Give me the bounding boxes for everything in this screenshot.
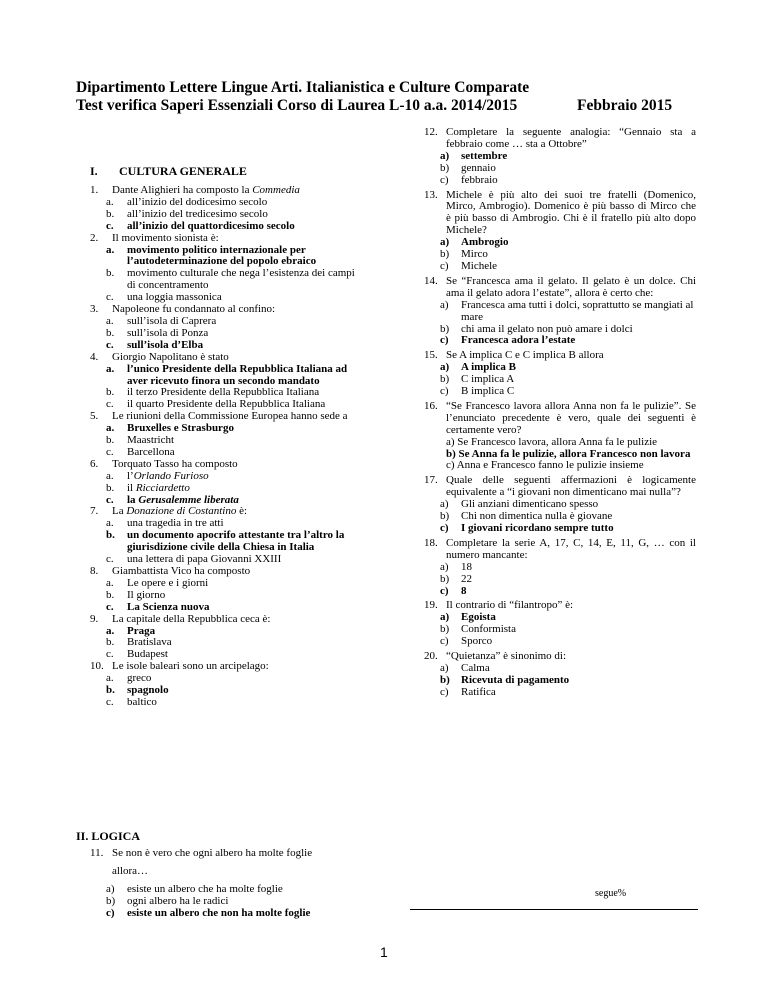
- option-letter: b): [106, 894, 116, 907]
- option-letter: c.: [106, 398, 114, 411]
- option-letter: c.: [106, 493, 114, 506]
- answer-option: [424, 687, 696, 699]
- option-letter: b): [440, 623, 450, 636]
- question-number: 5.: [90, 410, 99, 423]
- option-text: Chi non dimentica nulla è giovane: [461, 510, 613, 523]
- option-letter: b.: [106, 386, 115, 399]
- option-letter: c.: [106, 553, 114, 566]
- option-letter: a.: [106, 195, 114, 208]
- page-number: 1: [380, 944, 388, 960]
- option-letter: a): [440, 661, 449, 674]
- option-letter: c.: [106, 445, 114, 458]
- question-14: [424, 276, 696, 347]
- option-letter: b): [440, 322, 450, 335]
- question-number: 16.: [424, 399, 438, 412]
- question-20: [424, 651, 696, 699]
- answer-option: [424, 586, 696, 598]
- question-stem: Giambattista Vico ha composto: [112, 565, 251, 577]
- option-text: movimento culturale che nega l’esistenza dei campi di concentramento: [127, 267, 355, 292]
- question-15: [424, 350, 696, 398]
- header-line-1: Dipartimento Lettere Lingue Arti. Italianistica e Culture Comparate: [76, 79, 530, 96]
- footer-rule: [410, 909, 698, 910]
- question-stem: Completare la seguente analogia: “Gennaio sta a febbraio come … sta a Ottobre”: [446, 126, 696, 150]
- option-letter: c.: [106, 291, 114, 304]
- question-stem: “Se Francesco lavora allora Anna non fa le pulizie”. Se l’enunciato precedente è vero, quale dei seguenti è certamente vero?: [446, 399, 696, 436]
- answer-option: b) Se Anna fa le pulizie, allora Francesco non lavora: [446, 447, 691, 460]
- option-text: La Scienza nuova: [127, 600, 210, 613]
- work-title: Gerusalemme liberata: [138, 493, 239, 506]
- option-text: ogni albero ha le radici: [127, 894, 229, 907]
- option-text: Francesca adora l’estate: [461, 334, 576, 347]
- option-text: C implica A: [461, 373, 515, 386]
- question-number: 7.: [90, 505, 99, 518]
- option-letter: a): [440, 498, 449, 511]
- option-text: Mirco: [461, 248, 488, 261]
- question-stem: Le isole baleari sono un arcipelago:: [112, 660, 269, 673]
- continue-note: segue%: [595, 888, 627, 899]
- option-text: esiste un albero che ha molte foglie: [127, 882, 283, 895]
- question-number: 19.: [424, 599, 438, 612]
- option-text: il Ricciardetto: [127, 481, 190, 494]
- option-text: una tragedia in tre atti: [127, 517, 224, 530]
- section-1-number: I.: [90, 164, 98, 178]
- question-stem: “Quietanza” è sinonimo di:: [446, 650, 567, 663]
- option-text: Barcellona: [127, 445, 175, 458]
- question-stem: Se A implica C e C implica B allora: [446, 349, 604, 362]
- question-stem: Completare la serie A, 17, C, 14, E, 11, G, … con il numero mancante:: [446, 536, 696, 561]
- option-letter: c): [440, 635, 449, 648]
- question-number: 18.: [424, 536, 438, 549]
- question-8: [90, 566, 358, 614]
- work-title: Commedia: [252, 184, 300, 196]
- question-7: [90, 506, 358, 566]
- option-text: movimento politico internazionale per l’autodeterminazione del popolo ebraico: [127, 243, 317, 268]
- answer-option: a) Se Francesco lavora, allora Anna fa le pulizie: [446, 435, 658, 448]
- option-text: Conformista: [461, 623, 516, 636]
- option-text: Le opere e i giorni: [127, 576, 209, 589]
- question-stem: Torquato Tasso ha composto: [112, 457, 238, 470]
- question-number: 15.: [424, 349, 438, 362]
- option-letter: b.: [106, 434, 115, 447]
- option-letter: a): [440, 611, 450, 624]
- question-text: [90, 848, 370, 860]
- option-letter: c): [440, 259, 449, 272]
- section-2-title: II. LOGICA: [76, 829, 141, 843]
- answer-option: [90, 340, 358, 352]
- section-1-title: CULTURA GENERALE: [119, 164, 247, 178]
- question-18: [424, 538, 696, 598]
- option-text: greco: [127, 672, 152, 685]
- option-letter: a): [440, 361, 450, 374]
- question-11: [90, 848, 370, 920]
- option-text: febbraio: [461, 173, 498, 186]
- question-3: [90, 304, 358, 352]
- option-text: Gli anziani dimenticano spesso: [461, 498, 599, 511]
- question-number: 17.: [424, 474, 438, 487]
- option-text: Ricevuta di pagamento: [461, 673, 570, 686]
- option-letter: a): [106, 882, 115, 895]
- question-text: [424, 190, 696, 238]
- option-letter: a.: [106, 672, 114, 685]
- question-stem: Dante Alighieri ha composto la Commedia: [112, 184, 300, 196]
- option-letter: b.: [106, 267, 115, 280]
- option-letter: a): [440, 149, 450, 162]
- option-letter: a.: [106, 576, 114, 589]
- option-text: all’inizio del dodicesimo secolo: [127, 195, 268, 208]
- question-2: [90, 233, 358, 304]
- option-letter: b): [440, 673, 450, 686]
- question-9: [90, 614, 358, 662]
- option-letter: c.: [106, 219, 114, 232]
- option-text: Calma: [461, 661, 490, 674]
- option-text: l’Orlando Furioso: [127, 469, 209, 482]
- question-text: [424, 276, 696, 300]
- option-letter: b.: [106, 481, 115, 494]
- answer-option: [424, 523, 696, 535]
- question-number: 9.: [90, 612, 99, 625]
- option-text: Egoista: [461, 611, 496, 624]
- option-text: Il giorno: [127, 588, 166, 601]
- question-stem: Quale delle seguenti affermazioni è logicamente equivalente a “i giovani non dimenticano mai nulla”?: [446, 474, 696, 499]
- option-text: sull’isola di Caprera: [127, 314, 217, 327]
- answer-option: [90, 530, 358, 554]
- question-number: 2.: [90, 231, 99, 244]
- question-stem: Michele è più alto dei suoi tre fratelli (Domenico, Mirco, Ambrogio). Domenico è più basso di Mirco che è più basso di Ambrogio. Chi è il fratello più alto dopo Michele?: [446, 188, 696, 237]
- question-number: 8.: [90, 565, 99, 577]
- option-letter: c): [440, 685, 449, 698]
- option-text: una loggia massonica: [127, 291, 222, 304]
- option-text: esiste un albero che non ha molte foglie: [127, 906, 311, 919]
- option-text: Sporco: [461, 635, 493, 648]
- question-number: 4.: [90, 350, 99, 363]
- option-letter: c): [106, 906, 115, 919]
- option-text: all’inizio del tredicesimo secolo: [127, 207, 268, 220]
- option-text: spagnolo: [127, 684, 169, 697]
- option-text: Budapest: [127, 648, 168, 661]
- option-text: Michele: [461, 259, 498, 272]
- option-text: l’unico Presidente della Repubblica Italiana ad aver ricevuto finora un secondo mandato: [127, 362, 348, 387]
- left-column: [90, 185, 358, 709]
- option-text: 22: [461, 572, 472, 585]
- option-letter: b): [440, 248, 450, 261]
- option-text: B implica C: [461, 385, 515, 398]
- right-column: [424, 127, 696, 699]
- question-number: 12.: [424, 126, 438, 138]
- option-letter: a): [440, 298, 449, 311]
- question-1: [90, 185, 358, 233]
- option-text: un documento apocrifo attestante tra l’altro la giurisdizione civile della Chiesa in Italia: [127, 529, 345, 554]
- question-stem: Se “Francesca ama il gelato. Il gelato è un dolce. Chi ama il gelato adora l’estate”, allora è certo che:: [446, 274, 696, 299]
- work-title: Orlando Furioso: [133, 469, 209, 482]
- option-letter: a.: [106, 469, 114, 482]
- option-text: I giovani ricordano sempre tutto: [461, 522, 614, 534]
- option-text: Bruxelles e Strasburgo: [127, 422, 234, 435]
- option-text: baltico: [127, 695, 157, 708]
- question-stem: La capitale della Repubblica ceca è:: [112, 612, 271, 625]
- header-date: Febbraio 2015: [577, 97, 673, 114]
- option-text: Maastricht: [127, 434, 175, 447]
- answer-option: [424, 335, 696, 347]
- option-letter: a.: [106, 243, 115, 256]
- option-text: gennaio: [461, 161, 496, 174]
- option-letter: b): [440, 510, 450, 523]
- option-letter: c.: [106, 338, 114, 351]
- answer-option: c) Anna e Francesco fanno le pulizie insieme: [446, 459, 644, 472]
- option-text: Ratifica: [461, 685, 496, 698]
- option-text: Francesca ama tutti i dolci, soprattutto se mangiati al mare: [461, 298, 694, 323]
- question-text: [424, 475, 696, 499]
- question-17: [424, 475, 696, 535]
- question-number: 14.: [424, 274, 438, 287]
- question-stem: Il movimento sionista è:: [112, 231, 219, 244]
- answer-option: [424, 386, 696, 398]
- question-5: [90, 411, 358, 459]
- question-stem: Napoleone fu condannato al confino:: [112, 303, 276, 316]
- question-number: 11.: [90, 847, 104, 859]
- option-text: Bratislava: [127, 636, 172, 649]
- question-stem: La Donazione di Costantino è:: [112, 505, 248, 518]
- answer-option: [90, 364, 358, 388]
- answer-option: [424, 300, 696, 324]
- question-number: 20.: [424, 650, 438, 663]
- option-text: 8: [461, 584, 467, 597]
- option-text: il terzo Presidente della Repubblica Italiana: [127, 386, 320, 399]
- answer-option: [90, 245, 358, 269]
- answer-option: [424, 175, 696, 187]
- question-6: [90, 459, 358, 507]
- option-letter: b): [440, 161, 450, 174]
- question-4: [90, 352, 358, 412]
- header-line-2: Test verifica Saperi Essenziali Corso di Laurea L-10 a.a. 2014/2015: [76, 97, 518, 114]
- question-number: 10.: [90, 660, 104, 673]
- question-number: 13.: [424, 188, 438, 201]
- option-letter: a): [440, 560, 449, 573]
- option-letter: c): [440, 334, 449, 347]
- option-text: il quarto Presidente della Repubblica Italiana: [127, 398, 326, 411]
- question-10: [90, 661, 358, 709]
- option-letter: b.: [106, 529, 115, 542]
- option-letter: a): [440, 236, 450, 249]
- option-letter: c.: [106, 648, 114, 661]
- question-text: [424, 127, 696, 151]
- question-text: [424, 401, 696, 437]
- work-title: Donazione di Costantino: [126, 505, 237, 518]
- answer-option: [424, 261, 696, 273]
- question-number: 1.: [90, 184, 99, 196]
- question-16: [424, 401, 696, 472]
- question-stem: Le riunioni della Commissione Europea hanno sede a: [112, 410, 348, 423]
- answer-option: [424, 636, 696, 648]
- option-letter: b.: [106, 684, 115, 697]
- option-text: all’inizio del quattordicesimo secolo: [127, 219, 295, 232]
- option-text: Praga: [127, 624, 156, 637]
- question-number: 6.: [90, 457, 99, 470]
- option-letter: c): [440, 385, 449, 398]
- option-letter: a.: [106, 517, 114, 530]
- option-text: la Gerusalemme liberata: [127, 493, 239, 506]
- option-letter: b.: [106, 207, 115, 220]
- answer-option: [90, 697, 358, 709]
- question-19: [424, 600, 696, 648]
- option-letter: b.: [106, 326, 115, 339]
- option-letter: a.: [106, 422, 115, 435]
- work-title: Ricciardetto: [135, 481, 190, 494]
- question-stem-continued: allora…: [112, 864, 149, 877]
- option-letter: b): [440, 373, 450, 386]
- question-text: [424, 538, 696, 562]
- option-text: 18: [461, 560, 472, 573]
- option-text: sull’isola d’Elba: [127, 338, 204, 351]
- question-stem: Il contrario di “filantropo” è:: [446, 599, 574, 612]
- option-text: una lettera di papa Giovanni XXIII: [127, 553, 282, 566]
- question-stem: Se non è vero che ogni albero ha molte foglie: [112, 847, 313, 859]
- question-stem: Giorgio Napolitano è stato: [112, 350, 229, 363]
- answer-option: [90, 268, 358, 292]
- option-letter: b.: [106, 636, 115, 649]
- option-text: sull’isola di Ponza: [127, 326, 209, 339]
- option-letter: c): [440, 584, 449, 597]
- option-letter: c): [440, 173, 449, 186]
- option-text: settembre: [461, 149, 508, 162]
- option-letter: a.: [106, 362, 115, 375]
- option-text: chi ama il gelato non può amare i dolci: [461, 322, 633, 335]
- question-12: [424, 127, 696, 187]
- answer-option: [90, 908, 370, 920]
- option-letter: a.: [106, 624, 115, 637]
- option-letter: c): [440, 522, 449, 534]
- option-letter: b): [440, 572, 450, 585]
- option-letter: b.: [106, 588, 115, 601]
- answer-option: [90, 221, 358, 233]
- option-text: Ambrogio: [461, 236, 509, 249]
- option-letter: c.: [106, 695, 114, 708]
- answer-option: [90, 602, 358, 614]
- option-letter: a.: [106, 314, 114, 327]
- question-number: 3.: [90, 303, 99, 316]
- option-text: A implica B: [461, 361, 517, 374]
- option-letter: c.: [106, 600, 114, 613]
- question-13: [424, 190, 696, 273]
